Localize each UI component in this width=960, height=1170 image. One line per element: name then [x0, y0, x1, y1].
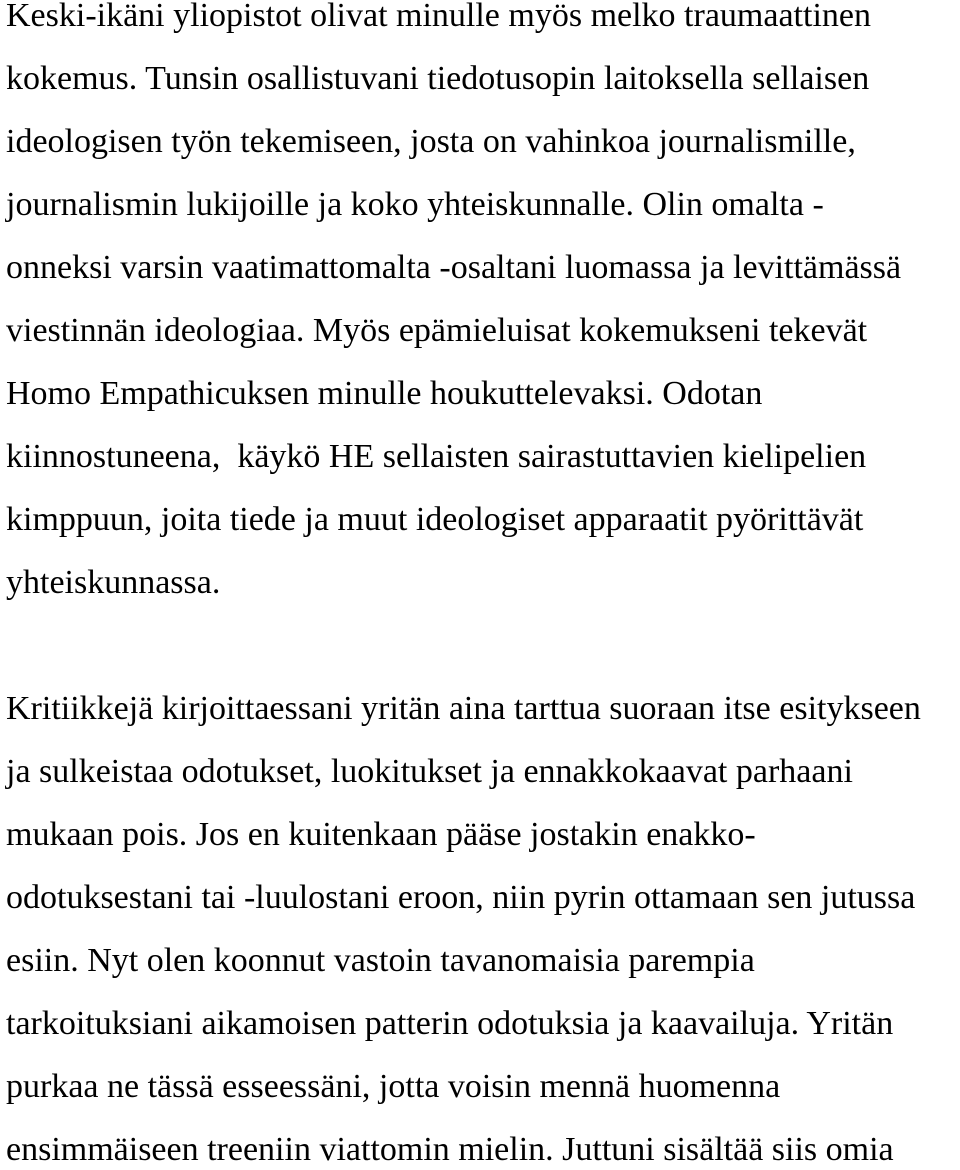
text-line: viestinnän ideologiaa. Myös epämieluisat kokemukseni tekevät — [6, 312, 868, 349]
text-line: ensimmäiseen treeniin viattomin mielin. Juttuni sisältää siis omia — [6, 1131, 894, 1168]
text-line: Kritiikkejä kirjoittaessani yritän aina tarttua suoraan itse esitykseen — [6, 690, 921, 727]
text-line: esiin. Nyt olen koonnut vastoin tavanomaisia parempia — [6, 942, 755, 979]
text-line: onneksi varsin vaatimattomalta -osaltani luomassa ja levittämässä — [6, 249, 902, 286]
text-line: odotuksestani tai -luulostani eroon, niin pyrin ottamaan sen jutussa — [6, 879, 916, 916]
text-line: yhteiskunnassa. — [6, 564, 221, 601]
text-line: journalismin lukijoille ja koko yhteiskunnalle. Olin omalta - — [6, 186, 824, 223]
text-line: Keski-ikäni yliopistot olivat minulle myös melko traumaattinen — [6, 0, 871, 34]
text-line: purkaa ne tässä esseessäni, jotta voisin mennä huomenna — [6, 1068, 781, 1105]
text-line: mukaan pois. Jos en kuitenkaan pääse jostakin enakko- — [6, 816, 756, 853]
text-line: kokemus. Tunsin osallistuvani tiedotusopin laitoksella sellaisen — [6, 60, 870, 97]
text-line: ja sulkeistaa odotukset, luokitukset ja ennakkokaavat parhaani — [6, 753, 853, 790]
text-line: ideologisen työn tekemiseen, josta on vahinkoa journalismille, — [6, 123, 856, 160]
text-line: tarkoituksiani aikamoisen patterin odotuksia ja kaavailuja. Yritän — [6, 1005, 894, 1042]
text-line: Homo Empathicuksen minulle houkuttelevaksi. Odotan — [6, 375, 763, 412]
text-line: kiinnostuneena, käykö HE sellaisten sairastuttavien kielipelien — [6, 438, 867, 475]
text-line: kimppuun, joita tiede ja muut ideologiset apparaatit pyörittävät — [6, 501, 864, 538]
